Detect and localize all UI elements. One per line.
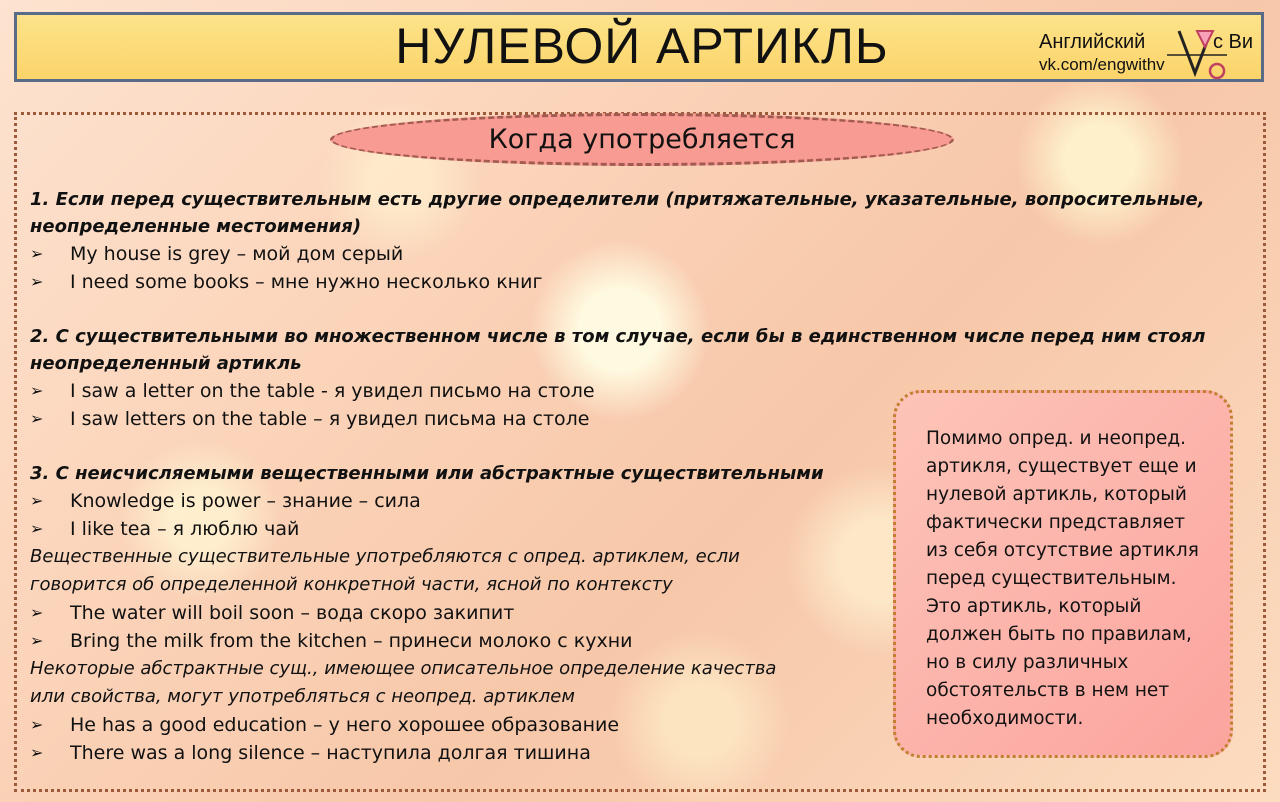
arrow-bullet-icon: ➢	[30, 519, 44, 538]
list-item: ➢ I need some books – мне нужно несколько книг	[30, 268, 1240, 296]
page-title: НУЛЕВОЙ АРТИКЛЬ	[395, 18, 889, 74]
arrow-bullet-icon: ➢	[30, 272, 44, 291]
section-title: Когда употребляется	[330, 113, 954, 166]
side-note-box	[893, 390, 1233, 758]
arrow-bullet-icon: ➢	[30, 409, 44, 428]
note-line: Вещественные существительные употребляются с опред. артиклем, если	[30, 546, 740, 567]
list-item: ➢ There was a long silence – наступила долгая тишина	[30, 739, 1240, 767]
rule-2-heading-line-1: 2. С существительными во множественном числе в том случае, если бы в единственном числе перед ним стоял	[30, 326, 1206, 347]
arrow-bullet-icon: ➢	[30, 743, 44, 762]
side-note-line: должен быть по правилам,	[926, 624, 1192, 645]
side-note-line: перед существительным.	[926, 568, 1177, 589]
header-bar	[14, 12, 1264, 82]
list-item: ➢ The water will boil soon – вода скоро закипит	[30, 599, 1240, 627]
side-note-line: фактически представляет	[926, 512, 1185, 533]
logo-text-suffix: с Ви	[1213, 31, 1254, 53]
note-line: Некоторые абстрактные сущ., имеющее описательное определение качества	[30, 658, 777, 679]
arrow-bullet-icon: ➢	[30, 631, 44, 650]
list-item: ➢ I saw a letter on the table - я увидел письмо на столе	[30, 377, 1240, 405]
logo-text-url: vk.com/engwithv	[1039, 55, 1165, 74]
list-item: ➢ He has a good education – у него хорошее образование	[30, 711, 1240, 739]
side-note-line: Помимо опред. и неопред.	[926, 428, 1187, 449]
side-note-line: Это артикль, который	[926, 596, 1142, 617]
logo	[1025, 21, 1255, 81]
side-note-line: обстоятельств в нем нет	[926, 680, 1170, 701]
rule-3-heading: 3. С неисчисляемыми вещественными или абстрактные существительными	[30, 463, 824, 484]
arrow-bullet-icon: ➢	[30, 244, 44, 263]
note-line: говорится об определенной конкретной части, ясной по контексту	[30, 574, 673, 595]
note-line: или свойства, могут употребляться с неопред. артиклем	[30, 686, 575, 707]
arrow-bullet-icon: ➢	[30, 491, 44, 510]
side-note-line: из себя отсутствие артикля	[926, 540, 1199, 561]
list-item: ➢ I saw letters on the table – я увидел письма на столе	[30, 405, 1240, 433]
side-note-line: но в силу различных	[926, 652, 1129, 673]
rule-2-heading-line-2: неопределенный артикль	[30, 353, 302, 374]
list-item: ➢ Knowledge is power – знание – сила	[30, 487, 1240, 515]
arrow-bullet-icon: ➢	[30, 381, 44, 400]
rule-1-heading-line-1: 1. Если перед существительным есть другие определители (притяжательные, указательные, вопросительные,	[30, 189, 1205, 210]
list-item: ➢ Bring the milk from the kitchen – принеси молоко с кухни	[30, 627, 1240, 655]
list-item: ➢ My house is grey – мой дом серый	[30, 240, 1240, 268]
v-triangle-logo-icon	[1167, 21, 1227, 83]
list-item: ➢ I like tea – я люблю чай	[30, 515, 1240, 543]
side-note-line: артикля, существует еще и	[926, 456, 1197, 477]
side-note-line: необходимости.	[926, 708, 1084, 729]
side-note-line: нулевой артикль, который	[926, 484, 1187, 505]
rule-1-heading-line-2: неопределенные местоимения)	[30, 216, 362, 237]
arrow-bullet-icon: ➢	[30, 603, 44, 622]
arrow-bullet-icon: ➢	[30, 715, 44, 734]
logo-text-name: Английский	[1039, 31, 1146, 53]
